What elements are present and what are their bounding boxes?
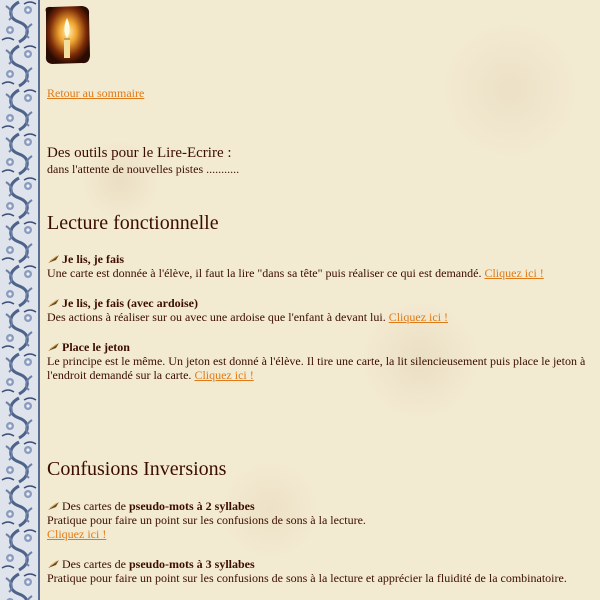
quill-bullet-icon [47, 559, 60, 569]
quill-bullet-icon [47, 298, 60, 308]
quill-bullet-icon [47, 254, 60, 264]
quill-bullet-icon [47, 501, 60, 511]
intro-subtitle: dans l'attente de nouvelles pistes ........... [47, 162, 240, 176]
list-item [47, 296, 587, 324]
item-title: Je lis, je fais (avec ardoise) [62, 296, 198, 310]
item-title: Place le jeton [62, 340, 130, 354]
item-title-bold: pseudo-mots à 3 syllabes [128, 557, 255, 571]
border-divider [38, 0, 40, 600]
cliquez-ici-link[interactable]: Cliquez ici ! [47, 527, 107, 541]
item-description: Pratique pour faire un point sur les confusions de sons à la lecture et apprécier la fluidité de la combinatoire. [47, 571, 567, 585]
candle-icon [42, 4, 92, 66]
list-item [47, 499, 587, 541]
cliquez-ici-link[interactable]: Cliquez ici ! [194, 368, 254, 382]
item-description: Le principe est le même. Un jeton est donné à l'élève. Il tire une carte, la lit silencieusement puis place le jeton à l'endroit demandé sur la carte. [47, 354, 586, 382]
cliquez-ici-link[interactable]: Cliquez ici ! [484, 266, 544, 280]
item-title-prefix: Des cartes de [62, 557, 126, 571]
item-description: Une carte est donnée à l'élève, il faut la lire "dans sa tête" puis réaliser ce qui est demandé. [47, 266, 482, 280]
cliquez-ici-link[interactable]: Cliquez ici ! [388, 310, 449, 324]
quill-bullet-icon [47, 342, 60, 352]
item-title-bold: pseudo-mots à 2 syllabes [128, 499, 255, 513]
decorative-border [0, 0, 38, 600]
item-description: Des actions à réaliser sur ou avec une ardoise que l'enfant à devant lui. [47, 310, 386, 324]
intro-title: Des outils pour le Lire-Ecrire : [47, 145, 232, 161]
section-title-confusions-inversions: Confusions Inversions [47, 458, 227, 480]
floral-border-icon [0, 0, 38, 600]
item-title: Je lis, je fais [62, 252, 124, 266]
list-item [47, 557, 587, 585]
list-item [47, 252, 587, 280]
item-description: Pratique pour faire un point sur les confusions de sons à la lecture. [47, 513, 366, 527]
item-title-prefix: Des cartes de [62, 499, 126, 513]
list-item [47, 340, 587, 382]
section-title-lecture-fonctionnelle: Lecture fonctionnelle [47, 212, 219, 234]
back-to-summary-link[interactable]: Retour au sommaire [47, 86, 145, 100]
